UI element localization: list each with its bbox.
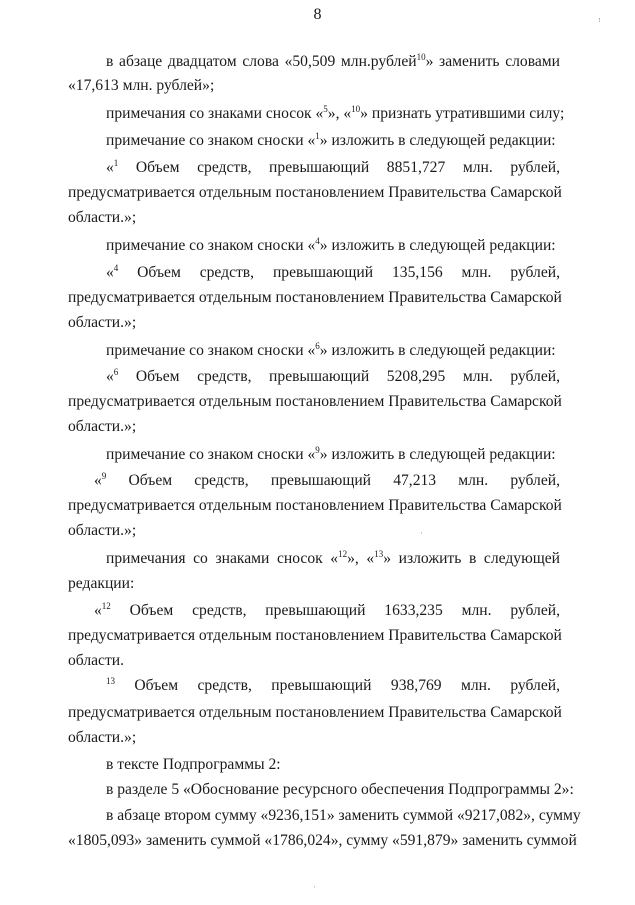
text-line xyxy=(106,263,560,283)
text-segment: » изложить в следующей редакции: xyxy=(319,132,556,149)
text-segment: « xyxy=(94,472,102,489)
text-line xyxy=(106,755,560,775)
footnote-marker: 10 xyxy=(351,104,361,114)
text-segment: примечание со знаком сноски « xyxy=(106,446,316,463)
text-line xyxy=(68,313,560,333)
text-segment: предусматривается отдельным постановлением Правительства Самарской xyxy=(68,627,562,644)
text-line xyxy=(68,728,560,748)
text-line xyxy=(94,471,560,491)
text-line xyxy=(106,806,581,826)
text-segment: Объем средств, превышающий 8851,727 млн. рублей, xyxy=(118,159,560,176)
text-segment: предусматривается отдельным постановлением Правительства Самарской xyxy=(68,704,562,721)
text-segment: Объем средств, превышающий 135,156 млн. рублей, xyxy=(118,264,560,281)
text-segment: примечания со знаками сносок « xyxy=(106,550,339,567)
text-line xyxy=(68,831,577,851)
text-line xyxy=(106,158,560,178)
text-line xyxy=(68,76,560,96)
text-line xyxy=(94,601,560,621)
footnote-marker: 4 xyxy=(113,263,119,273)
text-line xyxy=(106,341,560,361)
text-line xyxy=(68,626,560,646)
text-segment: редакции: xyxy=(68,575,135,592)
text-segment: « xyxy=(106,159,114,176)
text-segment: « xyxy=(106,264,114,281)
text-segment: области.»; xyxy=(68,418,137,435)
text-segment: « xyxy=(106,368,114,385)
scan-mark: · xyxy=(313,882,316,892)
text-segment: области.»; xyxy=(68,729,137,746)
footnote-marker: 9 xyxy=(101,471,107,481)
footnote-marker: 12 xyxy=(101,601,111,611)
text-segment: примечания со знаками сносок « xyxy=(106,105,324,122)
text-segment: » заменить словами xyxy=(425,53,560,70)
footnote-marker: 12 xyxy=(338,549,348,559)
text-line xyxy=(106,549,560,569)
text-segment: Объем средств, превышающий 1633,235 млн. рублей, xyxy=(110,602,560,619)
scan-mark: ꜝ xyxy=(598,18,601,28)
footnote-marker: 1 xyxy=(315,131,320,141)
text-segment: «17,613 млн. рублей»; xyxy=(68,77,215,94)
footnote-marker: 10 xyxy=(416,52,426,62)
text-line xyxy=(68,183,560,203)
text-line xyxy=(106,131,560,151)
text-line xyxy=(68,574,560,594)
footnote-marker: 1 xyxy=(113,158,119,168)
text-segment: », « xyxy=(347,550,375,567)
footnote-marker: 4 xyxy=(315,236,320,246)
text-segment: Объем средств, превышающий 938,769 млн. рублей, xyxy=(115,677,560,694)
text-segment: « xyxy=(94,602,102,619)
text-line xyxy=(106,52,560,72)
text-line xyxy=(106,236,560,256)
text-segment: предусматривается отдельным постановлением Правительства Самарской xyxy=(68,289,562,306)
text-segment: Объем средств, превышающий 47,213 млн. рублей, xyxy=(106,472,560,489)
text-segment: в абзаце двадцатом слова «50,509 млн.рублей xyxy=(106,53,417,70)
text-segment: » признать утратившими силу; xyxy=(360,105,565,122)
text-segment: » изложить в следующей xyxy=(383,550,561,567)
scan-mark: · xyxy=(420,528,423,538)
text-line xyxy=(106,367,560,387)
text-segment: области.»; xyxy=(68,209,137,226)
text-segment: предусматривается отдельным постановлением Правительства Самарской xyxy=(68,497,562,514)
footnote-marker: 13 xyxy=(374,549,384,559)
text-line xyxy=(106,780,574,800)
text-segment: » изложить в следующей редакции: xyxy=(319,342,556,359)
text-segment: области.»; xyxy=(68,314,137,331)
text-segment: области. xyxy=(68,652,125,669)
text-segment: Объем средств, превышающий 5208,295 млн. рублей, xyxy=(118,368,560,385)
text-line xyxy=(68,521,560,541)
text-line xyxy=(106,676,560,696)
text-line xyxy=(68,417,560,437)
text-line xyxy=(68,208,560,228)
text-segment: » изложить в следующей редакции: xyxy=(319,237,556,254)
footnote-marker: 6 xyxy=(315,341,320,351)
text-line xyxy=(106,445,560,465)
text-segment: », « xyxy=(327,105,352,122)
text-segment: примечание со знаком сноски « xyxy=(106,132,316,149)
text-segment: примечание со знаком сноски « xyxy=(106,237,316,254)
text-segment: области.»; xyxy=(68,522,137,539)
text-segment: в тексте Подпрограммы 2: xyxy=(106,756,281,773)
footnote-marker: 13 xyxy=(106,676,115,686)
text-segment: «1805,093» заменить суммой «1786,024», сумму «591,879» заменить суммой xyxy=(68,832,577,849)
text-line xyxy=(106,104,565,124)
footnote-marker: 6 xyxy=(113,367,119,377)
footnote-marker: 9 xyxy=(315,445,320,455)
text-line xyxy=(68,288,560,308)
page-number: 8 xyxy=(313,6,322,23)
text-line xyxy=(68,496,560,516)
text-segment: в разделе 5 «Обоснование ресурсного обеспечения Подпрограммы 2»: xyxy=(106,781,574,798)
footnote-marker: 5 xyxy=(323,104,328,114)
text-segment: примечание со знаком сноски « xyxy=(106,342,316,359)
text-segment: предусматривается отдельным постановлением Правительства Самарской xyxy=(68,393,562,410)
text-segment: » изложить в следующей редакции: xyxy=(319,446,556,463)
text-segment: предусматривается отдельным постановлением Правительства Самарской xyxy=(68,184,562,201)
text-line xyxy=(68,392,560,412)
text-line xyxy=(68,703,560,723)
text-line xyxy=(68,651,560,671)
text-segment: в абзаце втором сумму «9236,151» заменить суммой «9217,082», сумму xyxy=(106,807,581,824)
